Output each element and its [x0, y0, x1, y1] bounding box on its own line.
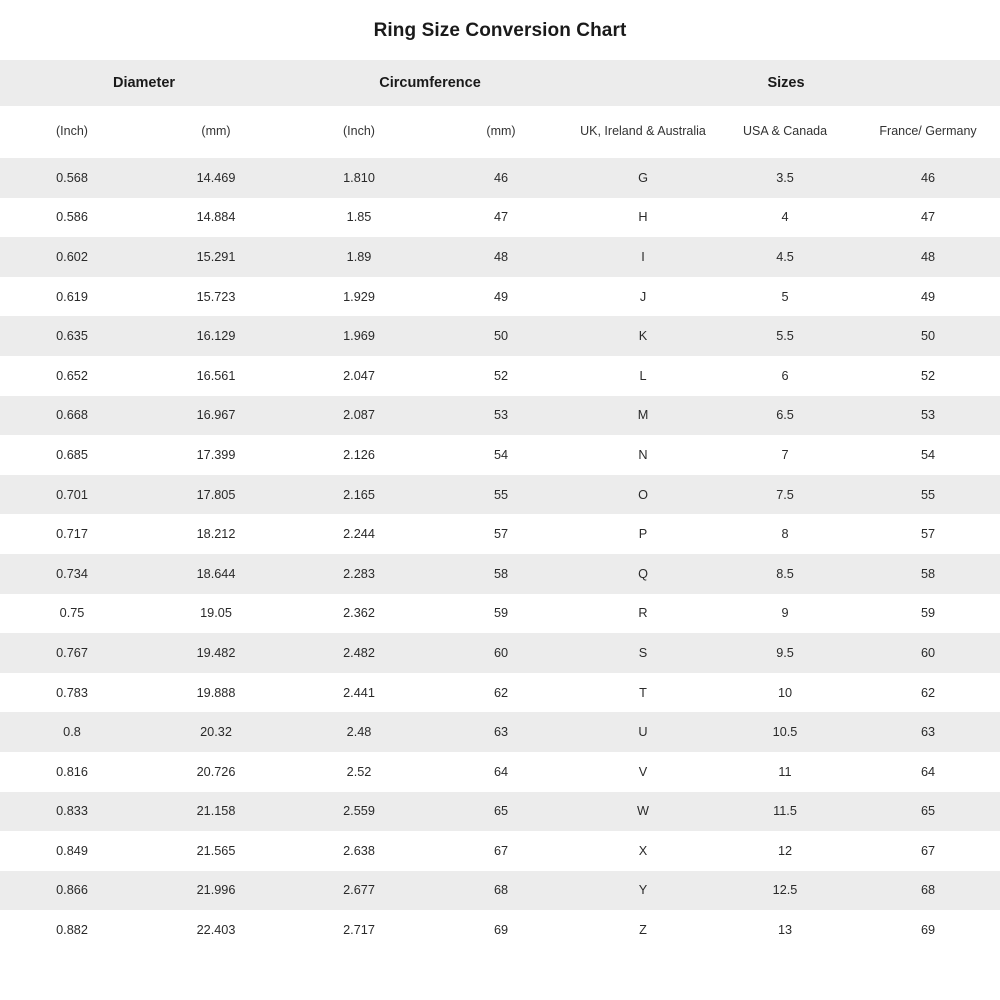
table-cell: 0.734: [56, 566, 88, 581]
table-cell: 47: [493, 210, 509, 225]
table-head: [0, 60, 1000, 158]
table-cell: O: [638, 487, 648, 502]
table-cell: P: [638, 527, 648, 542]
table-cell: R: [638, 606, 648, 621]
table-cell: 1.810: [343, 170, 375, 185]
table-cell: Y: [638, 883, 648, 898]
page-title: Ring Size Conversion Chart: [373, 20, 627, 41]
table-cell: 6.5: [776, 408, 794, 423]
table-cell: 16.561: [196, 368, 236, 383]
table-cell: 0.767: [56, 645, 88, 660]
table-cell: 20.32: [200, 725, 232, 740]
table-row: [0, 752, 1000, 792]
table-cell: 62: [493, 685, 509, 700]
table-cell: 0.586: [56, 210, 88, 225]
table-cell: U: [638, 725, 648, 740]
table-cell: 0.685: [56, 447, 88, 462]
table-row: [0, 831, 1000, 871]
table-cell: 53: [493, 408, 509, 423]
table-cell: M: [637, 408, 649, 423]
table-row: [0, 792, 1000, 832]
table-cell: 63: [493, 725, 509, 740]
table-cell: 8.5: [776, 566, 794, 581]
table-row: [0, 871, 1000, 911]
table-cell: 68: [493, 883, 509, 898]
table-cell: W: [637, 804, 649, 819]
table-cell: 49: [920, 289, 936, 304]
table-cell: 7.5: [776, 487, 794, 502]
table-cell: 57: [493, 527, 509, 542]
table-cell: 21.158: [196, 804, 236, 819]
table-cell: 20.726: [196, 764, 236, 779]
table-cell: 2.126: [343, 447, 375, 462]
table-cell: 50: [493, 329, 509, 344]
table-cell: 0.75: [59, 606, 85, 621]
table-cell: 5.5: [776, 329, 794, 344]
column-header-diameter-mm: (mm): [144, 106, 288, 158]
table-cell: 12: [777, 843, 793, 858]
table-row: [0, 594, 1000, 634]
table-cell: 0.652: [56, 368, 88, 383]
table-cell: 2.677: [343, 883, 375, 898]
table-cell: 0.783: [56, 685, 88, 700]
table-cell: 52: [493, 368, 509, 383]
table-cell: V: [638, 764, 648, 779]
table-cell: 1.89: [346, 249, 372, 264]
table-cell: 6: [781, 368, 789, 383]
table-cell: 19.05: [200, 606, 232, 621]
table-cell: 0.816: [56, 764, 88, 779]
table-cell: 0.882: [56, 923, 88, 938]
column-header-uk-ireland-australia: UK, Ireland & Australia: [572, 106, 714, 158]
table-cell: 2.559: [343, 804, 375, 819]
table-sub-header-row: [0, 106, 1000, 158]
table-cell: 22.403: [196, 923, 236, 938]
table-cell: H: [638, 210, 648, 225]
table-row: [0, 514, 1000, 554]
table-cell: 14.884: [196, 210, 236, 225]
table-cell: 0.668: [56, 408, 88, 423]
table-cell: 0.619: [56, 289, 88, 304]
table-cell: 0.849: [56, 843, 88, 858]
table-cell: 1.85: [346, 210, 372, 225]
column-header-france-germany: France/ Germany: [856, 106, 1000, 158]
table-cell: 47: [920, 210, 936, 225]
table-cell: 1.929: [343, 289, 375, 304]
table-cell: 0.568: [56, 170, 88, 185]
table-cell: 16.967: [196, 408, 236, 423]
table-cell: 0.602: [56, 249, 88, 264]
table-row: [0, 316, 1000, 356]
table-cell: 64: [920, 764, 936, 779]
table-body: [0, 158, 1000, 950]
table-cell: 2.52: [346, 764, 372, 779]
table-cell: 58: [920, 566, 936, 581]
table-row: [0, 396, 1000, 436]
table-cell: 46: [493, 170, 509, 185]
table-cell: 2.165: [343, 487, 375, 502]
table-cell: 21.996: [196, 883, 236, 898]
table-cell: 2.482: [343, 645, 375, 660]
table-cell: Q: [638, 566, 648, 581]
table-cell: 17.805: [196, 487, 236, 502]
table-cell: 17.399: [196, 447, 236, 462]
table-group-header-row: [0, 60, 1000, 106]
table-cell: 10.5: [772, 725, 798, 740]
table-cell: Z: [639, 923, 647, 938]
table-cell: 69: [493, 923, 509, 938]
table-row: [0, 673, 1000, 713]
table-cell: 55: [493, 487, 509, 502]
ring-size-table: [0, 60, 1000, 950]
table-cell: 57: [920, 527, 936, 542]
table-cell: 2.047: [343, 368, 375, 383]
table-cell: 11.5: [773, 804, 797, 819]
table-row: [0, 237, 1000, 277]
table-cell: 63: [920, 725, 936, 740]
table-cell: 48: [493, 249, 509, 264]
table-cell: G: [638, 170, 648, 185]
group-header-circumference: Circumference: [288, 60, 572, 106]
column-header-circumference-inch: (Inch): [288, 106, 430, 158]
group-header-sizes: Sizes: [572, 60, 1000, 106]
table-cell: I: [641, 249, 645, 264]
table-cell: L: [639, 368, 647, 383]
table-cell: 0.866: [56, 883, 88, 898]
table-cell: 0.833: [56, 804, 88, 819]
table-cell: 54: [493, 447, 509, 462]
table-cell: 0.8: [63, 725, 81, 740]
table-row: [0, 475, 1000, 515]
table-cell: 15.723: [196, 289, 236, 304]
table-cell: 52: [920, 368, 936, 383]
table-cell: 2.638: [343, 843, 375, 858]
table-cell: 2.48: [346, 725, 372, 740]
table-row: [0, 633, 1000, 673]
column-header-diameter-inch: (Inch): [0, 106, 144, 158]
table-cell: 68: [920, 883, 936, 898]
table-cell: 48: [920, 249, 936, 264]
table-cell: 10: [777, 685, 793, 700]
table-cell: 2.087: [343, 408, 375, 423]
group-header-diameter: Diameter: [0, 60, 288, 106]
table-cell: 16.129: [196, 329, 236, 344]
table-cell: 13: [777, 923, 793, 938]
table-cell: 0.717: [56, 527, 88, 542]
table-cell: 60: [920, 645, 936, 660]
table-cell: 19.888: [196, 685, 236, 700]
table-cell: 1.969: [343, 329, 375, 344]
table-row: [0, 198, 1000, 238]
table-row: [0, 356, 1000, 396]
table-cell: 2.717: [343, 923, 375, 938]
table-cell: 18.212: [196, 527, 236, 542]
table-cell: 50: [920, 329, 936, 344]
table-cell: T: [639, 685, 647, 700]
table-cell: J: [639, 289, 647, 304]
table-cell: 3.5: [776, 170, 794, 185]
table-cell: 21.565: [196, 843, 236, 858]
table-cell: 62: [920, 685, 936, 700]
table-cell: 65: [920, 804, 936, 819]
table-cell: 59: [493, 606, 509, 621]
table-row: [0, 712, 1000, 752]
table-cell: S: [638, 645, 648, 660]
table-cell: 5: [781, 289, 789, 304]
table-cell: 67: [920, 843, 936, 858]
table-cell: 46: [920, 170, 936, 185]
column-header-circumference-mm: (mm): [430, 106, 572, 158]
table-cell: 58: [493, 566, 509, 581]
table-cell: 14.469: [196, 170, 236, 185]
table-cell: 4: [781, 210, 789, 225]
table-row: [0, 554, 1000, 594]
table-row: [0, 277, 1000, 317]
table-row: [0, 910, 1000, 950]
table-cell: 54: [920, 447, 936, 462]
table-row: [0, 435, 1000, 475]
table-cell: 9: [781, 606, 789, 621]
table-cell: 18.644: [196, 566, 236, 581]
table-cell: 65: [493, 804, 509, 819]
table-cell: 0.635: [56, 329, 88, 344]
table-cell: 59: [920, 606, 936, 621]
table-cell: 69: [920, 923, 936, 938]
table-cell: 15.291: [196, 249, 236, 264]
table-cell: 2.362: [343, 606, 375, 621]
table-cell: 7: [781, 447, 789, 462]
table-cell: 8: [781, 527, 789, 542]
table-cell: 2.244: [343, 527, 375, 542]
table-cell: K: [638, 329, 648, 344]
table-row: [0, 158, 1000, 198]
table-cell: 11: [778, 764, 792, 779]
table-cell: 67: [493, 843, 509, 858]
table-cell: X: [638, 843, 648, 858]
table-cell: N: [638, 447, 648, 462]
table-cell: 49: [493, 289, 509, 304]
column-header-usa-canada: USA & Canada: [714, 106, 856, 158]
table-cell: 12.5: [772, 883, 798, 898]
table-cell: 64: [493, 764, 509, 779]
table-cell: 0.701: [56, 487, 88, 502]
table-cell: 19.482: [196, 645, 236, 660]
table-cell: 55: [920, 487, 936, 502]
table-cell: 4.5: [776, 249, 794, 264]
table-cell: 2.441: [343, 685, 375, 700]
table-cell: 60: [493, 645, 509, 660]
table-cell: 2.283: [343, 566, 375, 581]
table-cell: 9.5: [776, 645, 794, 660]
table-cell: 53: [920, 408, 936, 423]
